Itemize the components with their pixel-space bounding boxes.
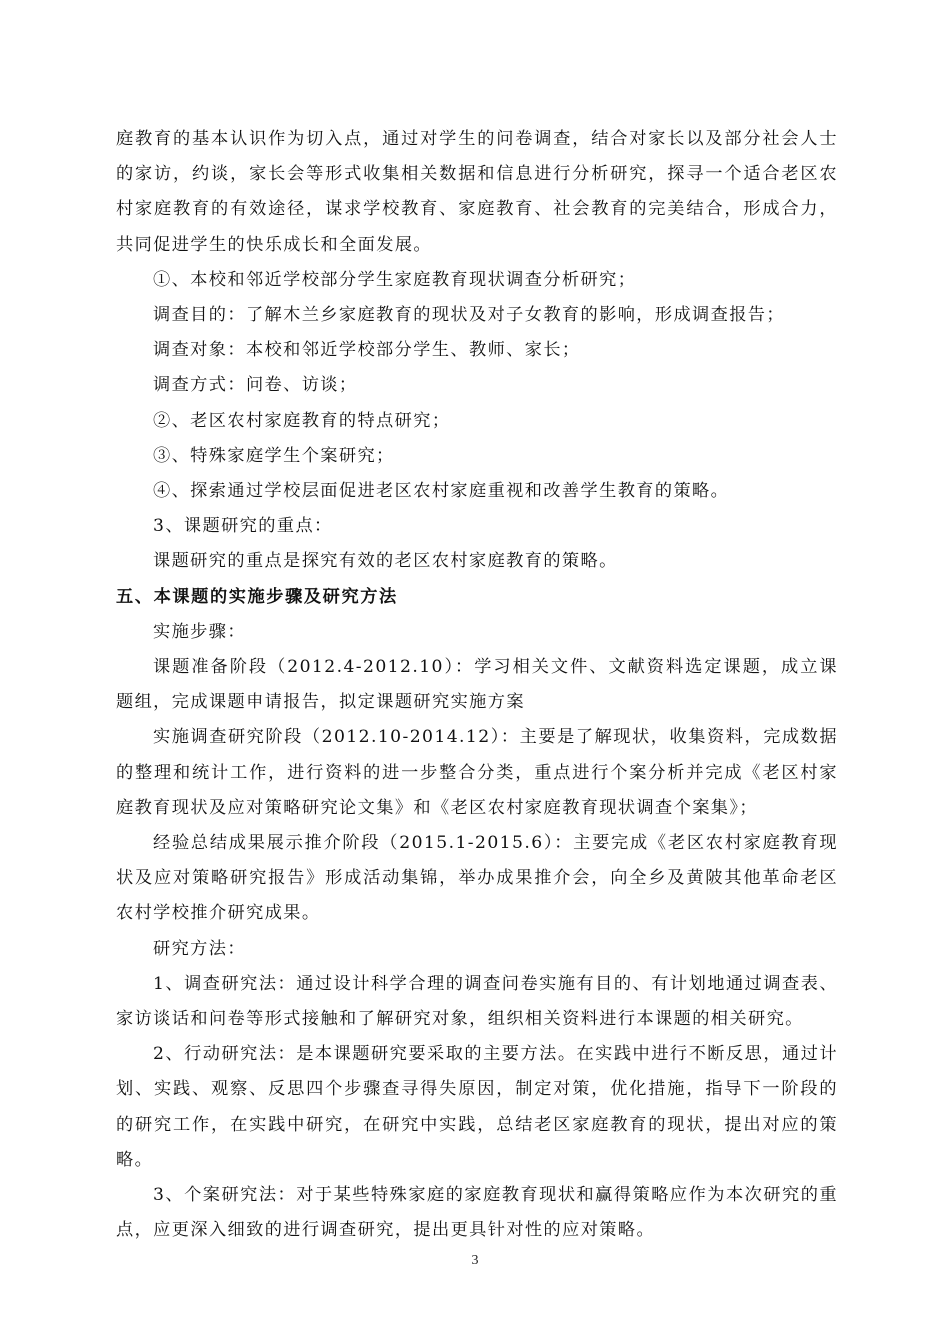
paragraph-method-case: 3、个案研究法：对于某些特殊家庭的家庭教育现状和赢得策略应作为本次研究的重点，应更深入细致的进行调查研究，提出更具针对性的应对策略。 — [116, 1185, 838, 1241]
list-item-characteristics: ②、老区农村家庭教育的特点研究； — [153, 410, 451, 431]
page-number: 3 — [471, 1253, 479, 1268]
paragraph-method-survey: 1、调查研究法：通过设计科学合理的调查问卷实施有目的、有计划地通过调查表、家访谈话和问卷等形式接触和了解研究对象，组织相关资料进行本课题的相关研究。 — [116, 973, 838, 1030]
paragraph-stage-summary: 经验总结成果展示推介阶段（2015.1-2015.6）：主要完成《老区农村家庭教育现状及应对策略研究报告》形成活动集锦，举办成果推介会，向全乡及黄陂其他革命老区农村学校推介研究成果。 — [116, 833, 838, 924]
paragraph-intro-continuation: 庭教育的基本认识作为切入点，通过对学生的问卷调查，结合对家长以及部分社会人士的家访，约谈，家长会等形式收集相关数据和信息进行分析研究，探寻一个适合老区农村家庭教育的有效途径，谋求学校教育、家庭教育、社会教育的完美结合，形成合力，共同促进学生的快乐成长和全面发展。 — [116, 129, 838, 255]
list-item-strategy: ④、探索通过学校层面促进老区农村家庭重视和改善学生教育的策略。 — [153, 481, 730, 502]
document-body — [116, 122, 838, 1249]
survey-method: 调查方式：问卷、访谈； — [153, 375, 358, 396]
section-heading: 五、本课题的实施步骤及研究方法 — [116, 586, 398, 607]
paragraph-research-focus: 课题研究的重点是探究有效的老区农村家庭教育的策略。 — [153, 551, 618, 572]
subheading-research-focus: 3、课题研究的重点： — [153, 516, 333, 537]
survey-purpose: 调查目的：了解木兰乡家庭教育的现状及对子女教育的影响，形成调查报告； — [153, 305, 785, 326]
list-item-survey-analysis: ①、本校和邻近学校部分学生家庭教育现状调查分析研究； — [153, 269, 637, 290]
subheading-steps: 实施步骤： — [153, 621, 246, 642]
subheading-methods: 研究方法： — [153, 938, 246, 959]
paragraph-stage-investigation: 实施调查研究阶段（2012.10-2014.12）：主要是了解现状，收集资料，完成数据的整理和统计工作，进行资料的进一步整合分类，重点进行个案分析并完成《老区村家庭教育现状及应对策略研究论文集》和《老区农村家庭教育现状调查个案集》； — [116, 727, 838, 818]
survey-subjects: 调查对象：本校和邻近学校部分学生、教师、家长； — [153, 340, 581, 361]
paragraph-method-action: 2、行动研究法：是本课题研究要采取的主要方法。在实践中进行不断反思，通过计划、实践、观察、反思四个步骤查寻得失原因，制定对策，优化措施，指导下一阶段的的研究工作，在实践中研究，在研究中实践，总结老区家庭教育的现状，提出对应的策略。 — [116, 1044, 838, 1170]
paragraph-stage-preparation: 课题准备阶段（2012.4-2012.10）：学习相关文件、文献资料选定课题，成立课题组，完成课题申请报告，拟定课题研究实施方案 — [116, 657, 838, 713]
list-item-case-study: ③、特殊家庭学生个案研究； — [153, 445, 395, 466]
